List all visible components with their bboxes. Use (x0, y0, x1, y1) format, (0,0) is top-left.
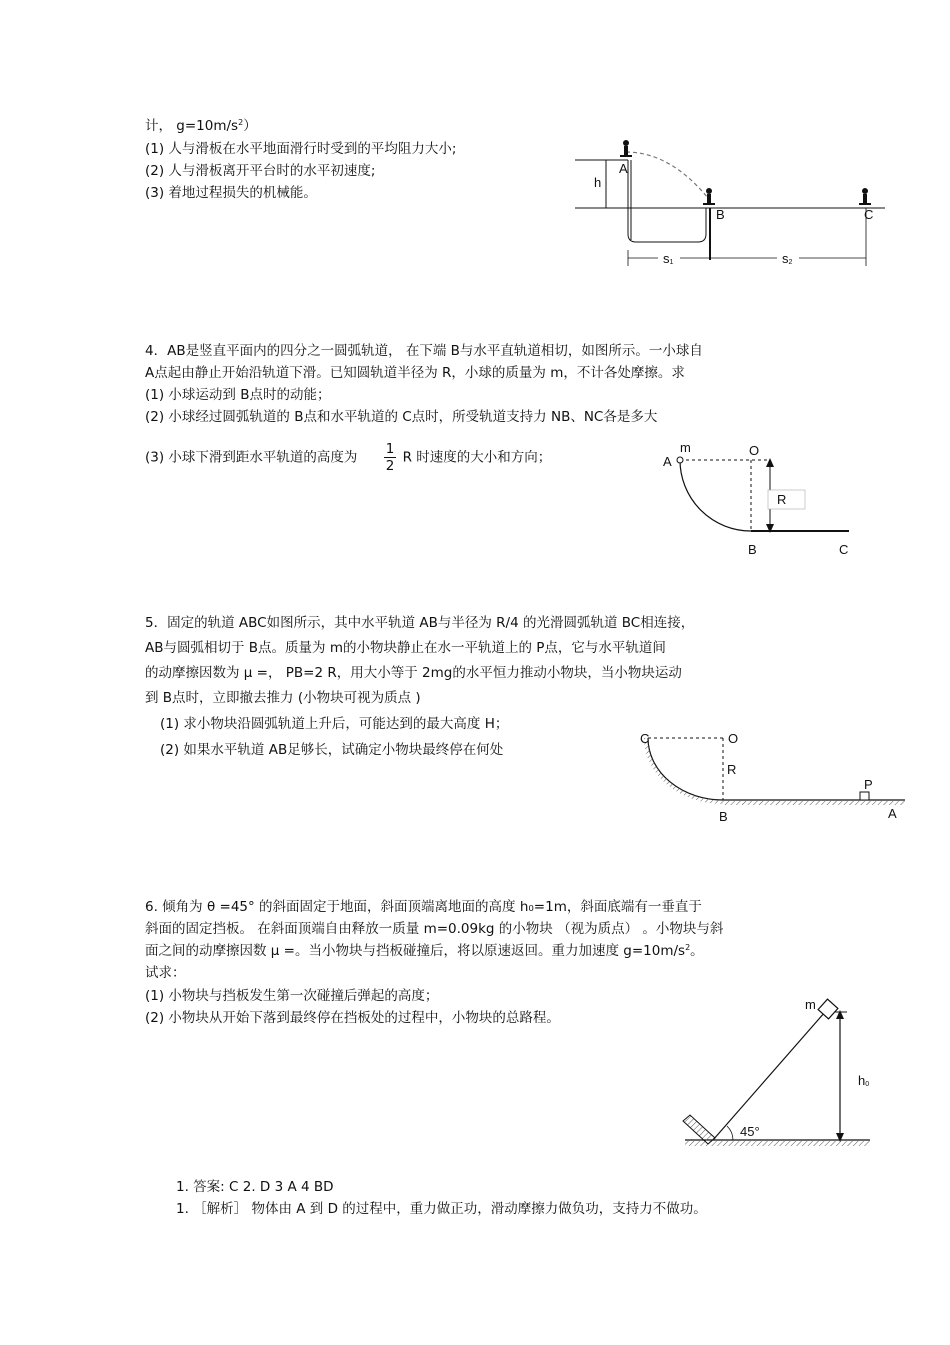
q4-fig-label-r: R (777, 492, 787, 507)
skater-icon-b (703, 188, 715, 204)
q3-close: ） (243, 118, 257, 134)
answers-line: 1. 答案: C 2. D 3 A 4 BD (176, 1179, 334, 1195)
q3-tail: 计， (145, 118, 172, 134)
q4-item-1: (1) 小球运动到 B点时的动能； (145, 387, 331, 403)
q6-line-3 (145, 942, 704, 960)
skater-icon-c (859, 188, 871, 204)
q5-fig-label-p: P (864, 777, 873, 792)
q3-item-2: (2) 人与滑板离开平台时的水平初速度; (145, 163, 376, 179)
q6-line-3-pre: 面之间的动摩擦因数 μ =。当小物块与挡板碰撞后，将以原速返回。重力加速度 g=10m/s (145, 943, 686, 959)
q4-fig-label-m: m (680, 440, 691, 455)
q5-fig-label-r: R (727, 762, 737, 777)
q6-fig-label-m: m (805, 997, 816, 1012)
q4-fig-label-b: B (748, 542, 757, 557)
q3-fig-label-s2: s2 (782, 251, 793, 266)
q5-line-4: 到 B点时，立即撤去推力 (小物块可视为质点 ) (145, 690, 421, 706)
q5-line-2: AB与圆弧相切于 B点。质量为 m的小物块静止在水一平轨道上的 P点，它与水平轨道间 (145, 640, 666, 656)
q5-fig-label-c: C (640, 731, 650, 746)
skater-icon-a (620, 140, 632, 156)
q5-figure (635, 725, 915, 830)
q3-figure (570, 132, 890, 272)
q4-frac-den: 2 (385, 458, 395, 474)
q4-fig-label-c: C (839, 542, 849, 557)
q5-fig-label-b: B (719, 809, 728, 824)
q4-item-2: (2) 小球经过圆弧轨道的 B点和水平轨道的 C点时，所受轨道支持力 NB、NC各是多大 (145, 409, 658, 425)
q5-fig-label-a: A (888, 806, 897, 821)
q4-item-3 (145, 441, 551, 474)
q4-frac-num: 1 (385, 441, 395, 457)
q6-fig-label-h0: h0 (858, 1073, 870, 1088)
q3-fig-label-s1: s1 (663, 251, 674, 266)
q4-item-3-post: R 时速度的大小和方向； (402, 449, 552, 466)
q4-item-3-pre: (3) 小球下滑到距水平轨道的高度为 (145, 449, 358, 466)
q3-item-3: (3) 着地过程损失的机械能。 (145, 185, 317, 201)
q5-line-1: 5．固定的轨道 ABC如图所示，其中水平轨道 AB与半径为 R/4 的光滑圆弧轨道 BC相连接， (145, 615, 695, 631)
q5-fig-label-o: O (728, 731, 739, 746)
q4-figure (655, 438, 865, 563)
q3-g-value: g=10m/s (176, 118, 239, 134)
q6-line-2: 斜面的固定挡板。 在斜面顶端自由释放一质量 m=0.09kg 的小物块 （视为质点） 。小物块与斜 (145, 921, 724, 937)
q3-fig-label-a: A (619, 161, 628, 176)
q6-item-1: (1) 小物块与挡板发生第一次碰撞后弹起的高度； (145, 988, 439, 1004)
q6-line-3-end: 。 (690, 943, 704, 959)
q6-line-4: 试求： (145, 965, 186, 981)
q3-g-exp: 2 (238, 118, 244, 127)
q6-fig-label-angle: 45° (740, 1124, 760, 1139)
q5-item-1: (1) 求小物块沿圆弧轨道上升后，可能达到的最大高度 H； (160, 716, 509, 732)
q3-fig-label-c: C (864, 207, 874, 222)
q6-figure (675, 990, 880, 1160)
q4-fig-label-a: A (663, 454, 672, 469)
q6-line-3-exp: 2 (685, 943, 691, 952)
q4-fraction (384, 441, 397, 474)
q6-line-1: 6. 倾角为 θ =45° 的斜面固定于地面，斜面顶端离地面的高度 h₀=1m，斜面底端有一垂直于 (145, 899, 702, 915)
q3-fig-label-h: h (594, 175, 602, 190)
analysis-line: 1. ［解析］ 物体由 A 到 D 的过程中，重力做正功，滑动摩擦力做负功，支持力不做功。 (176, 1201, 707, 1217)
q4-fig-label-o: O (749, 443, 760, 458)
q5-line-3: 的动摩擦因数为 μ =， PB=2 R，用大小等于 2mg的水平恒力推动小物块，当小物块运动 (145, 665, 682, 681)
q6-item-2: (2) 小物块从开始下落到最终停在挡板处的过程中，小物块的总路程。 (145, 1010, 560, 1026)
q3-item-1: (1) 人与滑板在水平地面滑行时受到的平均阻力大小; (145, 141, 457, 157)
q4-line-1: 4．AB是竖直平面内的四分之一圆弧轨道， 在下端 B与水平直轨道相切，如图所示。一小球自 (145, 343, 703, 359)
q3-tail-line (145, 117, 257, 135)
q5-item-2: (2) 如果水平轨道 AB足够长，试确定小物块最终停在何处 (160, 742, 504, 758)
q4-line-2: A点起由静止开始沿轨道下滑。已知圆轨道半径为 R，小球的质量为 m，不计各处摩擦。求 (145, 365, 685, 381)
q3-fig-label-b: B (716, 207, 725, 222)
